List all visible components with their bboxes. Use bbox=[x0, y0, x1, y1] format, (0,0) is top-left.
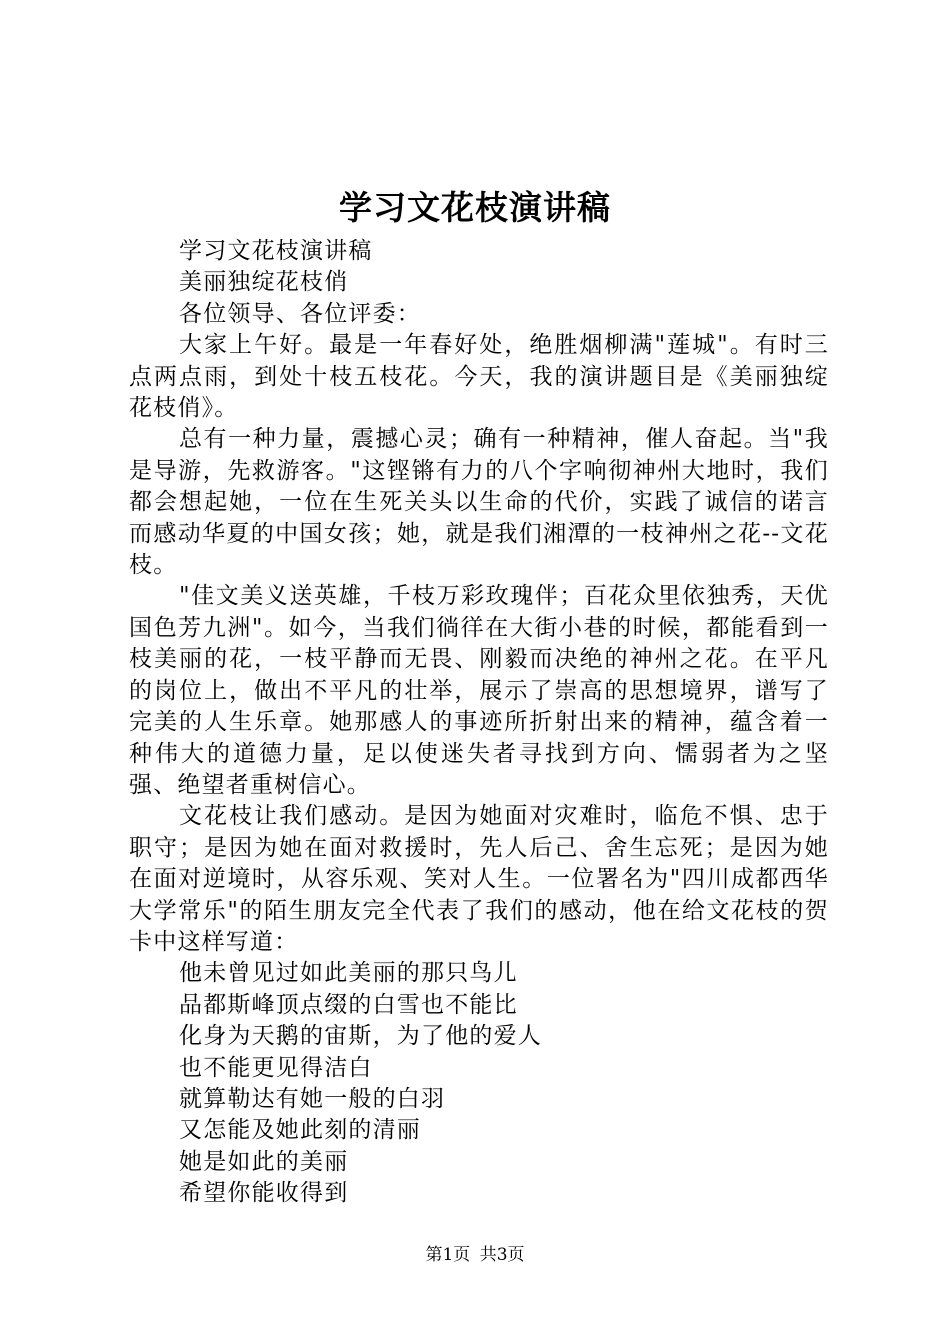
poem-line: 她是如此的美丽 bbox=[179, 1148, 349, 1175]
speech-title-line: 美丽独绽花枝俏 bbox=[179, 269, 349, 296]
poem-line: 希望你能收得到 bbox=[179, 1180, 349, 1207]
paragraph-spirit: 总有一种力量，震撼心灵；确有一种精神，催人奋起。当"我是导游，先救游客。"这铿锵有力的八个字响彻神州大地时，我们都会想起她，一位在生死关头以生命的代价，实践了诚信的诺言而感动华夏的中国女孩；她，就是我们湘潭的一枝神州之花--文花枝。 bbox=[129, 426, 829, 579]
poem-line: 他未曾见过如此美丽的那只鸟儿 bbox=[179, 960, 518, 987]
page-number: 第1页 bbox=[425, 1245, 471, 1265]
salutation-line: 各位领导、各位评委： bbox=[179, 300, 421, 327]
paragraph-moved: 文花枝让我们感动。是因为她面对灾难时，临危不惧、忠于职守；是因为她在面对救援时，先人后己、舍生忘死；是因为她在面对逆境时，从容乐观、笑对人生。一位署名为"四川成都西华大学常乐"的陌生朋友完全代表了我们的感动，他在给文花枝的贺卡中这样写道： bbox=[129, 803, 829, 955]
paragraph-poem-tribute: "佳文美义送英雄，千枝万彩玫瑰伴；百花众里依独秀，天优国色芳九洲"。如今，当我们徜徉在大街小巷的时候，都能看到一枝美丽的花，一枝平静而无畏、刚毅而决绝的神州之花。在平凡的岗位上，做出不平凡的壮举，展示了崇高的思想境界，谱写了完美的人生乐章。她那感人的事迹所折射出来的精神，蕴含着一种伟大的道德力量，足以使迷失者寻找到方向、懦弱者为之坚强、绝望者重树信心。 bbox=[129, 583, 829, 798]
poem-line: 品都斯峰顶点缀的白雪也不能比 bbox=[179, 991, 518, 1018]
document-title: 学习文花枝演讲稿 bbox=[339, 188, 611, 227]
poem-line: 又怎能及她此刻的清丽 bbox=[179, 1117, 421, 1144]
poem-line: 化身为天鹅的宙斯，为了他的爱人 bbox=[179, 1023, 542, 1050]
page-total: 共3页 bbox=[479, 1245, 525, 1265]
paragraph-greeting: 大家上午好。最是一年春好处，绝胜烟柳满"莲城"。有时三点两点雨，到处十枝五枝花。今天，我的演讲题目是《美丽独绽花枝俏》。 bbox=[129, 332, 829, 422]
subtitle-line: 学习文花枝演讲稿 bbox=[179, 238, 373, 264]
document-body bbox=[129, 236, 829, 1210]
page-footer bbox=[0, 1243, 950, 1267]
poem-line: 就算勒达有她一般的白羽 bbox=[179, 1085, 446, 1112]
poem-line: 也不能更见得洁白 bbox=[179, 1054, 373, 1081]
